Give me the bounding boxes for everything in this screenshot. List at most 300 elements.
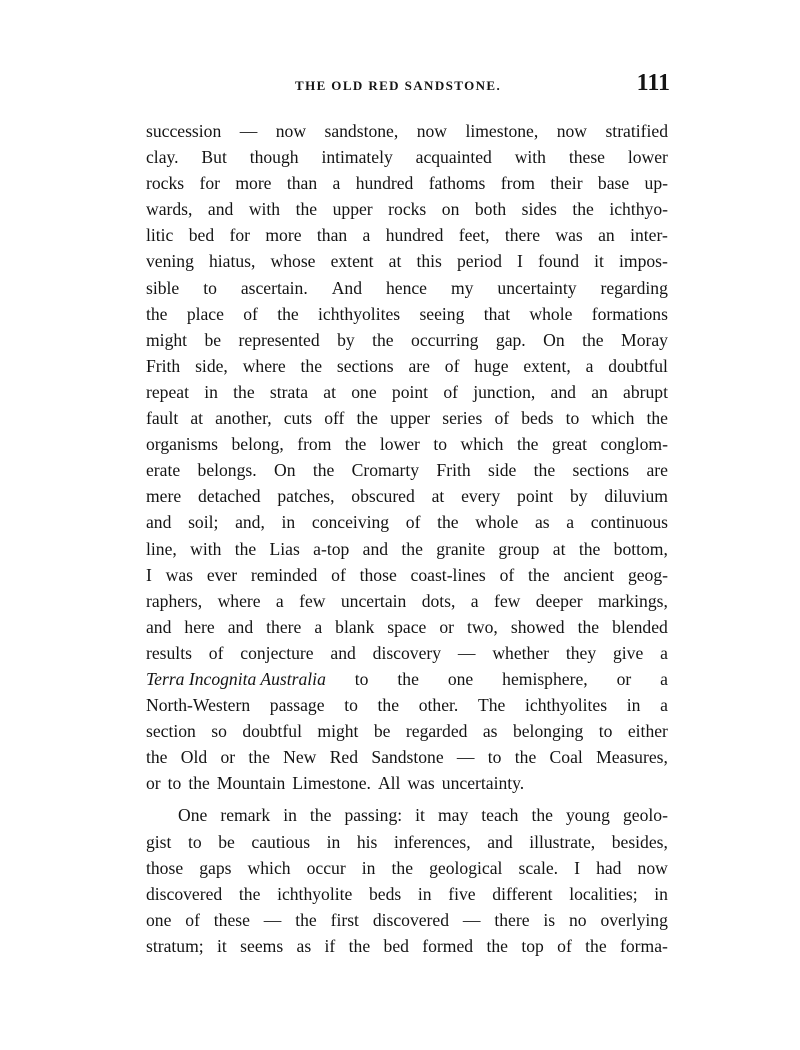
text-word: the — [312, 460, 335, 481]
text-word: a — [470, 590, 479, 611]
text-word: be — [373, 721, 391, 742]
text-line — [146, 431, 668, 457]
text-word: my — [450, 277, 474, 298]
text-word: mere — [146, 486, 182, 507]
text-word: an — [598, 225, 615, 246]
text-word: young — [565, 805, 610, 826]
text-word: hemisphere, — [502, 668, 588, 689]
text-word: belong, — [231, 434, 284, 455]
text-word: to — [354, 668, 369, 689]
text-word: of — [185, 909, 200, 930]
text-word: of — [243, 303, 258, 324]
text-word: stratum; — [146, 935, 204, 956]
page-number: 111 — [636, 70, 670, 96]
text-word: erate — [146, 460, 181, 481]
text-word: Sandstone — [371, 747, 444, 768]
text-word: more — [265, 225, 302, 246]
text-word: Frith — [436, 460, 471, 481]
text-word: other. — [418, 695, 459, 716]
text-word: and, — [235, 512, 265, 533]
text-word: either — [627, 721, 668, 742]
text-word: Moray — [621, 329, 668, 350]
text-word: to — [203, 277, 217, 298]
text-word: reminded — [250, 564, 318, 585]
text-word: detached — [197, 486, 261, 507]
text-word: feet, — [458, 225, 490, 246]
text-word: coast-lines — [410, 564, 486, 585]
text-word: another, — [215, 408, 272, 429]
text-word: the — [582, 329, 604, 350]
text-word: these — [568, 147, 605, 168]
text-word: was — [555, 225, 583, 246]
text-word: limestone, — [465, 121, 539, 141]
text-word: the — [248, 747, 270, 768]
text-word: Limestone. — [292, 773, 371, 794]
text-word: both — [474, 199, 507, 220]
text-line — [146, 327, 668, 353]
text-word: lower — [627, 147, 668, 168]
text-word: the — [585, 935, 607, 956]
text-word: might — [317, 721, 359, 742]
text-word: line, — [146, 538, 177, 559]
text-word: regarded — [405, 721, 468, 742]
text-word: conceiving — [311, 512, 390, 533]
text-word: of — [405, 512, 421, 533]
text-word: Old — [180, 747, 208, 768]
text-word: formed — [422, 935, 474, 956]
text-word: by — [570, 486, 588, 507]
page-header — [160, 70, 670, 102]
text-word: — — [457, 642, 476, 663]
text-word: the — [348, 935, 371, 956]
text-word: sections — [336, 355, 394, 376]
text-word: in — [654, 883, 668, 904]
text-word: to — [598, 721, 613, 742]
text-word: more — [235, 173, 272, 194]
text-word: the — [646, 408, 668, 429]
text-word: succession — [146, 121, 222, 141]
text-word: in — [283, 805, 297, 826]
text-word: the — [233, 381, 255, 402]
text-word: of — [499, 564, 515, 585]
text-word: the — [146, 747, 168, 768]
text-word: passing: — [344, 805, 403, 826]
text-word: the — [397, 668, 419, 689]
text-word: cautious — [251, 831, 311, 852]
text-word: the — [377, 695, 400, 716]
text-word: now — [637, 857, 668, 878]
text-word: — — [456, 747, 475, 768]
text-word: Coal — [549, 747, 583, 768]
text-word: the — [344, 434, 367, 455]
text-word: acquainted — [415, 147, 492, 168]
text-word: the — [486, 935, 508, 956]
text-word: was — [165, 564, 194, 585]
text-word: the — [516, 434, 539, 455]
text-word: if — [324, 935, 336, 956]
text-word: ichthyolites — [318, 303, 401, 324]
text-line — [146, 301, 668, 327]
text-word: ichthyo- — [609, 199, 668, 220]
text-word: formations — [591, 303, 668, 324]
body-text — [146, 118, 668, 959]
text-word: Cromarty — [351, 460, 420, 481]
text-word: the — [234, 538, 257, 559]
text-line — [146, 744, 668, 770]
text-word: point — [517, 486, 554, 507]
text-line — [146, 196, 668, 222]
text-word: passage — [269, 695, 325, 716]
text-word: from — [500, 173, 535, 194]
text-word: first — [330, 909, 359, 930]
text-word: and — [146, 616, 172, 637]
text-word: hence — [385, 277, 427, 298]
text-word: — — [239, 121, 258, 141]
text-word: one — [447, 668, 474, 689]
text-word: teach — [481, 805, 519, 826]
text-word: showed — [510, 616, 565, 637]
text-line — [146, 405, 668, 431]
text-line — [146, 802, 668, 828]
text-word: where — [217, 590, 261, 611]
text-word: or — [616, 668, 632, 689]
text-word: great — [551, 434, 588, 455]
text-word: than — [286, 173, 318, 194]
text-word: discovered — [146, 883, 223, 904]
text-word: fathoms — [428, 173, 486, 194]
text-line — [146, 855, 668, 881]
text-word: in — [326, 831, 341, 852]
text-word: and — [227, 616, 254, 637]
text-word: On — [543, 329, 565, 350]
text-word: than — [316, 225, 348, 246]
text-word: a — [332, 173, 341, 194]
text-word: discovery — [372, 642, 442, 663]
text-word: blended — [612, 616, 668, 637]
text-word: was — [407, 773, 435, 794]
text-word: is — [543, 909, 556, 930]
text-word: section — [146, 721, 196, 742]
text-word: gaps — [199, 857, 232, 878]
text-word: ichthyolite — [277, 883, 353, 904]
text-word: wards, — [146, 199, 193, 220]
text-word: besides, — [611, 831, 668, 852]
text-word: hundred — [355, 173, 414, 194]
text-word: from — [297, 434, 332, 455]
text-word: it — [217, 935, 227, 956]
text-word: Terra Incognita Australia — [146, 668, 326, 689]
text-word: hiatus, — [208, 251, 256, 272]
text-word: the — [372, 329, 394, 350]
text-line — [146, 248, 668, 274]
text-word: a — [660, 642, 668, 663]
text-word: ascertain. — [240, 277, 308, 298]
text-word: the — [277, 303, 299, 324]
text-word: it — [415, 805, 425, 826]
text-word: the — [295, 909, 317, 930]
text-line — [146, 881, 668, 907]
text-word: I — [574, 857, 580, 878]
text-line — [146, 640, 668, 666]
text-word: in — [281, 512, 296, 533]
text-word: upper — [332, 199, 373, 220]
text-word: his — [356, 831, 378, 852]
text-word: clay. — [146, 147, 179, 168]
text-word: here — [184, 616, 215, 637]
text-word: deeper — [535, 590, 583, 611]
text-word: sandstone, — [324, 121, 399, 141]
text-word: those — [146, 857, 184, 878]
text-word: obscured — [351, 486, 415, 507]
text-word: the — [238, 883, 261, 904]
text-word: litic — [146, 225, 174, 246]
text-word: for — [199, 173, 220, 194]
text-word: an — [591, 381, 608, 402]
text-word: every — [461, 486, 501, 507]
text-word: stratified — [605, 121, 668, 141]
text-word: at — [552, 538, 566, 559]
text-word: off — [324, 408, 345, 429]
text-line — [146, 118, 668, 144]
text-word: the — [188, 773, 210, 794]
text-word: one — [146, 909, 172, 930]
text-word: give — [612, 642, 644, 663]
text-word: and — [146, 512, 172, 533]
text-word: and — [550, 381, 576, 402]
text-word: space — [387, 616, 427, 637]
text-word: sections — [572, 460, 630, 481]
text-line — [146, 718, 668, 744]
text-line — [146, 562, 668, 588]
text-line — [146, 379, 668, 405]
text-word: beds — [521, 408, 554, 429]
text-word: ancient — [563, 564, 615, 585]
text-word: of — [443, 381, 458, 402]
text-word: diluvium — [604, 486, 668, 507]
text-line — [146, 275, 668, 301]
text-word: different — [492, 883, 553, 904]
text-word: that — [483, 303, 511, 324]
text-word: ever — [206, 564, 238, 585]
text-line — [146, 222, 668, 248]
text-word: the — [528, 564, 550, 585]
text-word: to — [167, 773, 182, 794]
text-word: there — [504, 225, 541, 246]
text-word: to — [433, 434, 448, 455]
text-word: regarding — [600, 277, 668, 298]
text-line — [146, 536, 668, 562]
text-word: so — [211, 721, 227, 742]
text-word: a — [314, 616, 323, 637]
text-word: a — [275, 590, 284, 611]
text-word: rocks — [146, 173, 185, 194]
text-word: I — [517, 251, 523, 272]
text-word: of — [208, 642, 224, 663]
text-word: belongs. — [197, 460, 257, 481]
text-word: occurring — [411, 329, 479, 350]
text-word: for — [229, 225, 251, 246]
text-line — [146, 170, 668, 196]
text-word: and — [362, 538, 389, 559]
text-word: New — [283, 747, 317, 768]
text-word: One — [178, 805, 208, 826]
text-word: I — [146, 564, 152, 585]
text-word: or — [146, 773, 161, 794]
text-word: extent, — [523, 355, 571, 376]
text-word: to — [344, 695, 358, 716]
text-word: and — [330, 642, 356, 663]
text-word: as — [482, 721, 498, 742]
text-word: as — [534, 512, 550, 533]
text-word: sides — [521, 199, 557, 220]
text-word: organisms — [146, 434, 219, 455]
text-word: blank — [335, 616, 375, 637]
text-word: conjecture — [240, 642, 314, 663]
text-word: Lias — [269, 538, 300, 559]
text-word: are — [408, 355, 430, 376]
text-word: a-top — [313, 538, 350, 559]
text-word: ichthyolites — [525, 695, 608, 716]
text-word: with — [514, 147, 546, 168]
text-word: there — [494, 909, 530, 930]
text-word: fault — [146, 408, 179, 429]
text-word: to — [487, 747, 502, 768]
text-word: uncertainty. — [441, 773, 525, 794]
text-word: series — [442, 408, 483, 429]
text-word: granite — [436, 538, 486, 559]
text-word: On — [273, 460, 296, 481]
text-word: And — [331, 277, 363, 298]
text-word: of — [557, 935, 572, 956]
text-word: doubtful — [242, 721, 302, 742]
text-line — [146, 907, 668, 933]
text-word: in — [361, 857, 376, 878]
text-word: geog- — [627, 564, 668, 585]
text-word: repeat — [146, 381, 189, 402]
text-word: side — [487, 460, 517, 481]
text-word: period — [456, 251, 502, 272]
text-word: their — [550, 173, 583, 194]
text-word: soil; — [188, 512, 219, 533]
text-word: the — [577, 616, 600, 637]
text-word: of — [494, 408, 510, 429]
text-word: at — [388, 251, 402, 272]
text-word: at — [431, 486, 445, 507]
text-line — [146, 509, 668, 535]
text-word: remark — [220, 805, 271, 826]
text-word: with — [248, 199, 281, 220]
text-word: dots, — [421, 590, 456, 611]
text-word: geolo- — [623, 805, 668, 826]
text-word: the — [295, 199, 318, 220]
text-word: the — [356, 408, 378, 429]
text-line — [146, 770, 668, 796]
text-word: the — [391, 857, 414, 878]
text-word: whole — [475, 512, 519, 533]
text-line — [146, 933, 668, 959]
text-word: Mountain — [216, 773, 286, 794]
text-word: which — [247, 857, 291, 878]
text-word: though — [249, 147, 299, 168]
text-word: overlying — [600, 909, 668, 930]
text-word: markings, — [598, 590, 668, 611]
text-word: geological — [429, 857, 503, 878]
text-word: top — [521, 935, 544, 956]
text-word: whose — [270, 251, 316, 272]
text-line — [146, 457, 668, 483]
text-word: patches, — [277, 486, 335, 507]
text-word: seeing — [419, 303, 465, 324]
text-word: sible — [146, 277, 180, 298]
text-word: a — [585, 355, 594, 376]
text-word: a — [362, 225, 371, 246]
text-word: intimately — [321, 147, 393, 168]
text-word: to — [565, 408, 580, 429]
text-word: may — [437, 805, 469, 826]
text-word: might — [146, 329, 188, 350]
text-word: doubtful — [608, 355, 668, 376]
text-word: now — [416, 121, 448, 141]
text-word: in — [204, 381, 218, 402]
text-word: represented — [238, 329, 320, 350]
text-word: — — [462, 909, 481, 930]
text-word: group — [498, 538, 540, 559]
text-line — [146, 692, 668, 718]
text-word: in — [417, 883, 432, 904]
text-line — [146, 614, 668, 640]
text-word: and — [487, 831, 513, 852]
text-word: extent — [330, 251, 374, 272]
text-word: now — [275, 121, 307, 141]
text-word: by — [337, 329, 355, 350]
text-word: no — [568, 909, 587, 930]
text-word: But — [201, 147, 227, 168]
text-word: illustrate, — [529, 831, 596, 852]
text-word: — — [263, 909, 282, 930]
text-word: these — [213, 909, 250, 930]
text-word: there — [266, 616, 302, 637]
text-word: the — [146, 303, 168, 324]
text-word: the — [514, 747, 537, 768]
text-word: the — [309, 805, 332, 826]
text-line — [146, 144, 668, 170]
text-word: of — [331, 564, 346, 585]
text-word: found — [537, 251, 580, 272]
text-word: as — [296, 935, 312, 956]
text-word: five — [448, 883, 476, 904]
text-word: be — [204, 329, 222, 350]
text-word: had — [596, 857, 622, 878]
text-word: in — [626, 695, 641, 716]
text-word: be — [218, 831, 235, 852]
text-word: occur — [306, 857, 346, 878]
text-word: few — [299, 590, 326, 611]
text-word: the — [572, 199, 594, 220]
text-word: it — [594, 251, 604, 272]
text-word: a — [660, 695, 668, 716]
text-word: the — [300, 355, 323, 376]
text-word: bed — [188, 225, 215, 246]
text-word: which — [591, 408, 635, 429]
text-word: beds — [368, 883, 402, 904]
text-word: they — [565, 642, 597, 663]
text-word: Frith — [146, 355, 181, 376]
text-word: lower — [379, 434, 420, 455]
text-word: are — [646, 460, 668, 481]
text-line — [146, 353, 668, 379]
text-word: where — [242, 355, 286, 376]
text-word: a — [660, 668, 668, 689]
